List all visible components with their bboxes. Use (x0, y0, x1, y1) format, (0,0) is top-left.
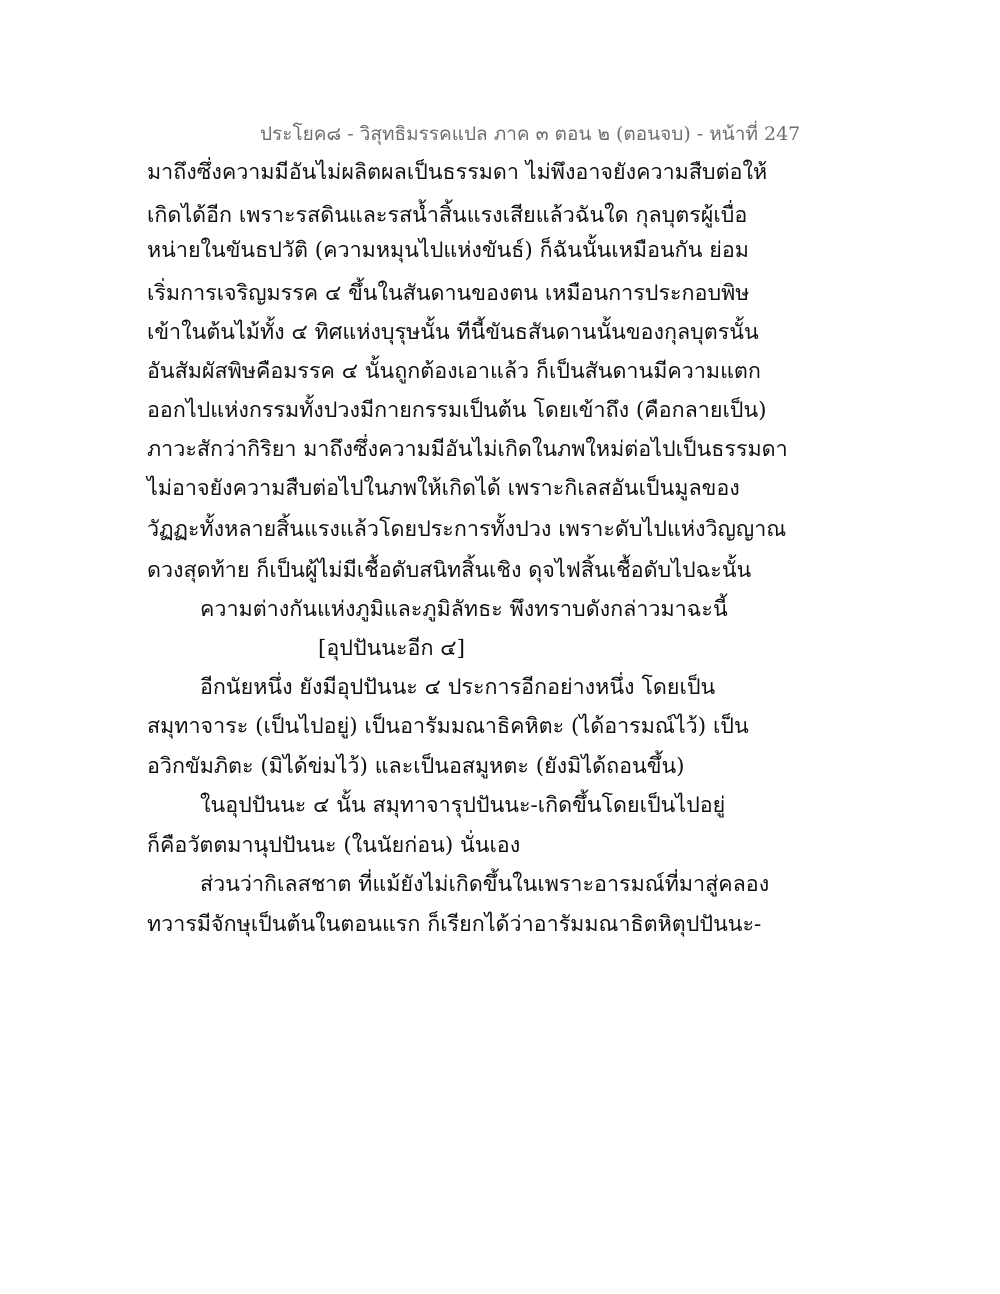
body-line: หน่ายในขันธปวัติ (ความหมุนไปแห่งขันธ์) ก็ฉันนั้นเหมือนกัน ย่อม (147, 238, 749, 263)
body-line: ดวงสุดท้าย ก็เป็นผู้ไม่มีเชื้อดับสนิทสิ้นเชิง ดุจไฟสิ้นเชื้อดับไปฉะนั้น (147, 558, 752, 583)
body-line: มาถึงซึ่งความมีอันไม่ผลิตผลเป็นธรรมดา ไม่พึงอาจยังความสืบต่อให้ (147, 160, 768, 185)
body-line: เกิดได้อีก เพราะรสดินและรสน้ำสิ้นแรงเสียแล้วฉันใด กุลบุตรผู้เบื่อ (147, 203, 748, 228)
body-line: เข้าในต้นไม้ทั้ง ๔ ทิศแห่งบุรุษนั้น ทีนี้ขันธสันดานนั้นของกุลบุตรนั้น (147, 320, 759, 345)
body-line: ความต่างกันแห่งภูมิและภูมิลัทธะ พึงทราบดังกล่าวมาฉะนี้ (200, 597, 728, 622)
body-line: อีกนัยหนึ่ง ยังมีอุปปันนะ ๔ ประการอีกอย่างหนึ่ง โดยเป็น (200, 675, 716, 700)
body-line: อันสัมผัสพิษคือมรรค ๔ นั้นถูกต้องเอาแล้ว ก็เป็นสันดานมีความแตก (147, 359, 761, 384)
body-line: วัฏฏะทั้งหลายสิ้นแรงแล้วโดยประการทั้งปวง เพราะดับไปแห่งวิญญาณ (147, 517, 787, 542)
body-line: อวิกขัมภิตะ (มิได้ข่มไว้) และเป็นอสมูหตะ (ยังมิได้ถอนขึ้น) (147, 754, 685, 779)
body-line: ทวารมีจักษุเป็นต้นในตอนแรก ก็เรียกได้ว่าอารัมมณาธิตหิตุปปันนะ- (147, 912, 762, 937)
body-line: ภาวะสักว่ากิริยา มาถึงซึ่งความมีอันไม่เกิดในภพใหม่ต่อไปเป็นธรรมดา (147, 437, 788, 462)
body-line: ในอุปปันนะ ๔ นั้น สมุทาจารุปปันนะ-เกิดขึ้นโดยเป็นไปอยู่ (200, 793, 726, 818)
body-line: สมุทาจาระ (เป็นไปอยู่) เป็นอารัมมณาธิคหิตะ (ได้อารมณ์ไว้) เป็น (147, 714, 749, 739)
body-line: ส่วนว่ากิเลสชาต ที่แม้ยังไม่เกิดขึ้นในเพราะอารมณ์ที่มาสู่คลอง (200, 872, 770, 897)
section-heading: [อุปปันนะอีก ๔] (318, 636, 465, 661)
body-line: เริ่มการเจริญมรรค ๔ ขึ้นในสันดานของตน เหมือนการประกอบพิษ (147, 281, 750, 306)
body-line: ไม่อาจยังความสืบต่อไปในภพให้เกิดได้ เพราะกิเลสอันเป็นมูลของ (147, 476, 740, 501)
body-line: ก็คือวัตตมานุปปันนะ (ในนัยก่อน) นั่นเอง (147, 833, 521, 858)
page-header: ประโยค๘ - วิสุทธิมรรคแปล ภาค ๓ ตอน ๒ (ตอนจบ) - หน้าที่ 247 (260, 123, 801, 145)
body-line: ออกไปแห่งกรรมทั้งปวงมีกายกรรมเป็นต้น โดยเข้าถึง (คือกลายเป็น) (147, 398, 767, 423)
